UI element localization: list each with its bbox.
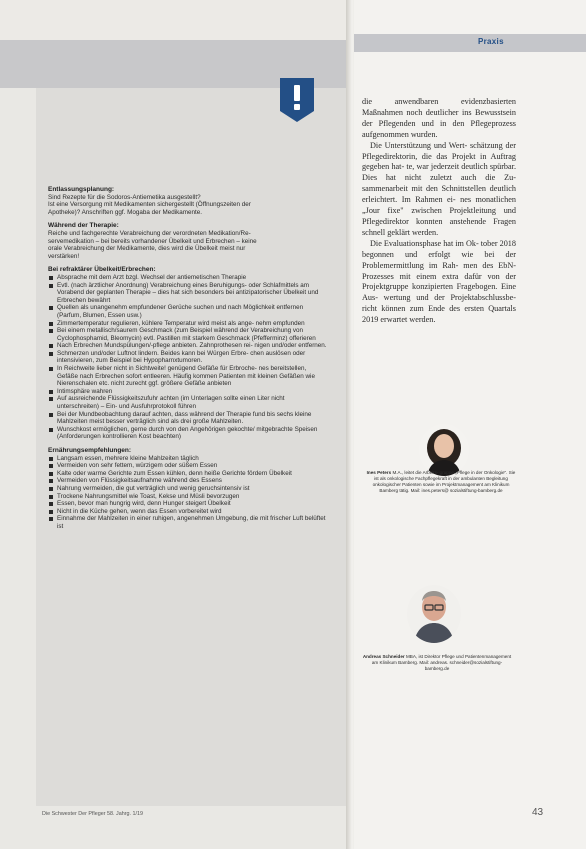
left-header-band [0, 0, 346, 40]
article-paragraph: Die Evaluationsphase hat im Ok- tober 2018 begonnen und erfolgt wie bei der Problemermittlung im Rah- men des EbN-Prozesses mit einem extra dafür von der Projektgruppe konzipierten Fragebogen. Eine Aus- wertung und der Projektabschlussbe- richt können zum Ende des ersten Quartals 2019 erwartet werden. [362, 238, 516, 325]
author-bio: MBA, ist Direktor Pflege und Patientenmanagement am Klinikum Bamberg. Mail: andreas. schneider@sozialstiftung-bamberg.de [371, 654, 512, 672]
info-line: Apotheke)? Anschriften ggf. Mogaba der Medikamente. [48, 208, 203, 216]
author-photo [419, 424, 469, 476]
info-line: servemedikation – bei bereits vorhandener Übelkeit und Erbrechen – keine [48, 237, 257, 245]
section-label: Praxis [478, 37, 504, 46]
list-item: Bei einem metallisch/saurem Geschmack (zum Beispiel während der Verabreichung von Cyclophosphamid, Bleomycin) evtl. Pastillen mit starkem Geschmack (Pfefferminz) offerieren [48, 327, 328, 342]
info-section-title: Während der Therapie: [48, 222, 119, 230]
info-line: verstärken! [48, 252, 80, 260]
list-item: Wunschkost ermöglichen, gerne durch von den Angehörigen gekochte/ mitgebrachte Speisen (Anforderungen kontrollieren Kost beachten) [48, 426, 328, 441]
info-line: Sind Rezepte für die Sodoros-Antiemetika ausgestellt? [48, 193, 201, 201]
author-name: Ines Peters [366, 470, 392, 475]
article-paragraph: Die Unterstützung und Wert- schätzung der Pflegedirektorin, die das Projekt in Auftrag gegeben hat- te, war jederzeit deutlich spürbar. Dies hat nicht zuletzt auch die Zu- sammenarbeit mit den Schnittstellen deutlich erleichtert. Im Rahmen ei- nes monatlichen „Jour fixe" zwischen Projektleitung und Pflegedirektor konnten anstehende Fragen schnell geklärt werden. [362, 140, 516, 237]
list-item: Vermeiden von sehr fettem, würzigem oder süßem Essen [48, 462, 328, 470]
list-item: Nicht in die Küche gehen, wenn das Essen vorbereitet wird [48, 508, 328, 516]
info-line: orale Verabreichung der Medikamente, dies wird die Übelkeit meist nur [48, 245, 246, 253]
article-body [362, 97, 516, 326]
info-section [48, 222, 328, 260]
author-name: Andreas Schneider [362, 654, 405, 659]
page-number: 43 [532, 807, 544, 818]
list-item: In Reichweite lieber nicht in Sichtweite! genügend Gefäße für Erbroche- nes bereitstellen, Gefäße nach Erbrechen sofort entleeren. Häufig kommen Patienten mit kleinen Gefäßen wie Nierenschalen etc. nicht zurecht ggf. größere Gefäße anbieten [48, 365, 328, 388]
info-box-content [48, 186, 328, 537]
list-item: Einnahme der Mahlzeiten in einer ruhigen, angenehmen Umgebung, die mit frischer Luft belüftet ist [48, 515, 328, 530]
article-paragraph: die anwendbaren evidenzbasierten Maßnahmen noch deutlicher ins Bewusstsein der Pflegenden und in den Pflegeprozess aufgenommen wurden. [362, 97, 516, 139]
list-item: Evtl. (nach ärztlicher Anordnung) Verabreichung eines Beruhigungs- oder Schlafmittels am Vorabend der geplanten Therapie – dies hat sich besonders bei antizipatorischer Übelkeit und Erbrechen bewährt [48, 282, 328, 305]
info-section-title: Entlassungsplanung: [48, 186, 115, 193]
info-section [48, 266, 328, 441]
right-header-band [354, 34, 586, 52]
author-bio: M.A., leitet die Arbeits- gruppe „Pflege in der Onkologie". Sie ist als onkologische Fachpflegekraft in der ambulanten Begleitung onkologischer Patienten sowie im Projektmanagement am Klinikum Bamberg tätig. Mail: ines.peters@ sozialstiftung-bamberg.de [372, 470, 516, 494]
list-item: Kalte oder warme Gerichte zum Essen kühlen, denn heiße Gerichte fördern Übelkeit [48, 470, 328, 478]
list-item: Schmerzen und/oder Luftnot lindern. Beides kann bei Würgen Erbre- chen auslösen oder intensivieren, zum Beispiel bei Hypopharnxtumoren. [48, 350, 328, 365]
list-item: Quellen als unangenehm empfundener Gerüche suchen und nach Möglichkeit entfernen (Parfum, Blumen, Essen usw.) [48, 304, 328, 319]
list-item: Langsam essen, mehrere kleine Mahlzeiten täglich [48, 455, 328, 463]
bullet-list [48, 455, 328, 531]
list-item: Nahrung vermeiden, die gut verträglich und wenig geruchsintensiv ist [48, 485, 328, 493]
footer-journal-line: Die Schwester Der Pfleger 58. Jahrg. 1/19 [42, 811, 143, 817]
list-item: Absprache mit dem Arzt bzgl. Wechsel der antiemetischen Therapie [48, 274, 328, 282]
exclamation-icon [280, 78, 314, 122]
info-section-title: Ernährungsempfehlungen: [48, 447, 132, 454]
list-item: Intimsphäre wahren [48, 388, 328, 396]
list-item: Auf ausreichende Flüssigkeitszufuhr achten (im Unterlagen sollte einen Liter nicht unterschreiten) – Ein- und Ausfuhrprotokoll führen [48, 395, 328, 410]
info-section [48, 186, 328, 216]
list-item: Vermeiden von Flüssigkeitsaufnahme während des Essens [48, 477, 328, 485]
bullet-list [48, 274, 328, 441]
author-caption [366, 470, 516, 494]
list-item: Essen, bevor man hungrig wird, denn Hunger steigert Übelkeit [48, 500, 328, 508]
author-caption [362, 654, 512, 672]
info-line: Ist eine Versorgung mit Medikamenten sichergestellt (Öffnungszeiten der [48, 201, 251, 209]
info-section-title: Bei refraktärer Übelkeit/Erbrechen: [48, 266, 156, 274]
info-line: Reiche und fachgerechte Verabreichung der verordneten Medikation/Re- [48, 229, 251, 237]
list-item: Nach Erbrechen Mundspülungen/-pflege anbieten. Zahnprothesen rei- nigen und/oder entfernen. [48, 342, 328, 350]
info-section [48, 447, 328, 531]
list-item: Zimmertemperatur regulieren, kühlere Temperatur wird meist als ange- nehm empfunden [48, 320, 328, 328]
author-photo [407, 585, 461, 643]
list-item: Bei der Mundbeobachtung darauf achten, dass während der Therapie fund bis sechs kleine Mahlzeiten meist besser verträglich sind als drei große Mahlzeiten. [48, 411, 328, 426]
list-item: Trockene Nahrungsmittel wie Toast, Kekse und Müsli bevorzugen [48, 493, 328, 501]
